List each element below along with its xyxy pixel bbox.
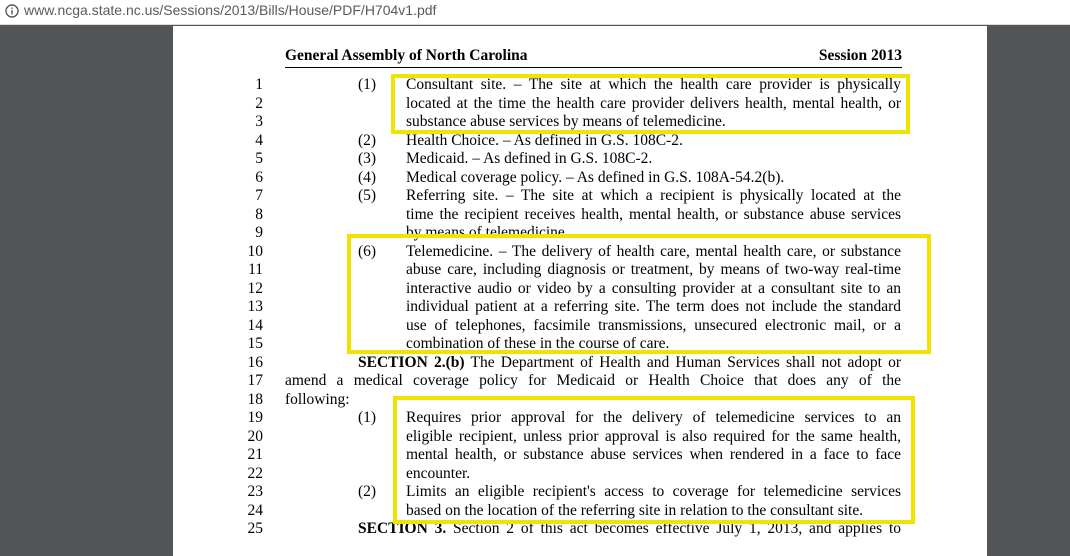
line-text: use of telephones, facsimile transmissions, unsecured electronic mail, or a <box>406 316 901 334</box>
info-icon[interactable] <box>5 4 19 18</box>
defined-term: Medical coverage policy. – <box>406 168 574 186</box>
line-text <box>406 150 901 169</box>
pdf-page <box>173 26 987 556</box>
bill-line <box>173 150 987 169</box>
page-header <box>285 46 902 68</box>
defined-term: Medicaid. – <box>406 150 481 167</box>
line-text <box>358 354 901 373</box>
header-session: Session 2013 <box>818 47 902 64</box>
line-number: 10 <box>247 242 263 260</box>
bill-line <box>173 354 987 373</box>
line-text: eligible recipient, unless prior approval is also required for the same health, <box>406 427 901 445</box>
line-text <box>406 169 901 188</box>
line-number: 16 <box>247 353 263 371</box>
line-text <box>406 243 901 262</box>
line-text <box>406 132 901 151</box>
address-bar[interactable] <box>0 0 1070 25</box>
definition-text: As defined in G.S. 108C-2. <box>483 150 653 167</box>
bill-line <box>173 76 987 95</box>
bill-line <box>173 298 987 317</box>
bill-line <box>173 261 987 280</box>
line-text: individual patient at a referring site. The term does not include the standard <box>406 298 901 315</box>
line-text <box>358 520 901 539</box>
line-text: Requires prior approval for the delivery of telemedicine services to an <box>406 409 901 426</box>
item-number: (4) <box>358 168 377 186</box>
bill-line <box>173 502 987 521</box>
line-text: Limits an eligible recipient's access to coverage for telemedicine services <box>406 483 901 500</box>
defined-term: Referring site. – <box>406 187 514 204</box>
bill-line <box>173 428 987 447</box>
bill-line <box>173 132 987 151</box>
section-heading: SECTION 2.(b) <box>358 353 465 371</box>
line-number: 6 <box>255 168 263 186</box>
bill-line <box>173 409 987 428</box>
bill-line <box>173 520 987 539</box>
definition-text: As defined in G.S. 108A-54.2(b). <box>576 168 785 186</box>
item-number: (5) <box>358 187 377 204</box>
section-heading: SECTION 3. <box>358 520 447 537</box>
definition-text: The site at which the health care provider is physically <box>528 76 901 93</box>
line-number: 22 <box>247 464 263 482</box>
line-text: combination of these in the course of care. <box>406 335 670 352</box>
item-number: (2) <box>358 131 377 149</box>
bill-line <box>173 206 987 225</box>
bill-line <box>173 113 987 132</box>
defined-term: Health Choice. – <box>406 131 511 149</box>
line-text: time the recipient receives health, mental health, or substance abuse services <box>406 205 901 223</box>
line-number: 8 <box>255 205 263 223</box>
line-number: 15 <box>247 335 263 352</box>
line-text: interactive audio or video by a consulting provider at a consultant site to an <box>406 279 901 297</box>
pdf-viewer[interactable] <box>0 26 1070 538</box>
line-number: 5 <box>255 150 263 167</box>
bill-line <box>173 224 987 241</box>
item-number: (2) <box>358 483 377 500</box>
line-number: 20 <box>247 427 263 445</box>
line-text: amend a medical coverage policy for Medicaid or Health Choice that does any of the <box>285 372 901 389</box>
line-number: 1 <box>255 76 263 93</box>
header-title: General Assembly of North Carolina <box>285 47 528 64</box>
defined-term: Consultant site. – <box>406 76 522 93</box>
item-number: (3) <box>358 150 377 167</box>
section-text: Section 2 of this act becomes effective July 1, 2013, and applies to <box>453 520 901 537</box>
line-number: 25 <box>247 520 263 537</box>
bill-line <box>173 317 987 336</box>
line-number: 12 <box>247 279 263 297</box>
line-number: 19 <box>247 409 263 426</box>
bill-line <box>173 280 987 299</box>
line-text: following: <box>285 390 350 408</box>
defined-term: Telemedicine. – <box>406 242 507 260</box>
definition-text: The delivery of health care, mental health care, or substance <box>511 242 901 260</box>
line-text: located at the time the health care provider delivers health, mental health, or <box>406 94 901 112</box>
line-text: encounter. <box>406 464 471 482</box>
bill-line <box>173 391 987 410</box>
item-number: (1) <box>358 76 377 93</box>
section-text: The Department of Health and Human Services shall not adopt or <box>470 353 902 371</box>
bill-line <box>173 95 987 114</box>
definition-text: As defined in G.S. 108C-2. <box>513 131 683 149</box>
line-number: 21 <box>247 446 263 463</box>
item-number: (6) <box>358 242 377 260</box>
line-number: 23 <box>247 483 263 500</box>
bill-line <box>173 187 987 206</box>
bill-line <box>173 446 987 465</box>
bill-line <box>173 169 987 188</box>
line-text: substance abuse services by means of telemedicine. <box>406 113 726 130</box>
line-text: abuse care, including diagnosis or treatment, by means of two-way real-time <box>406 261 901 278</box>
line-number: 2 <box>255 94 263 112</box>
url-text[interactable]: www.ncga.state.nc.us/Sessions/2013/Bills/House/PDF/H704v1.pdf <box>24 2 437 18</box>
definition-text: The site at which a recipient is physically located at the <box>520 187 901 204</box>
line-text: mental health, or substance abuse services when rendered in a face to face <box>406 446 901 463</box>
bill-line <box>173 465 987 484</box>
bill-line <box>173 335 987 354</box>
line-number: 18 <box>247 390 263 408</box>
line-text: by means of telemedicine. <box>406 224 569 241</box>
bill-line <box>173 372 987 391</box>
line-number: 14 <box>247 316 263 334</box>
line-number: 4 <box>255 131 263 149</box>
line-number: 11 <box>248 261 263 278</box>
line-number: 7 <box>255 187 263 204</box>
line-number: 17 <box>247 372 263 389</box>
line-number: 24 <box>247 501 263 519</box>
line-number: 3 <box>255 113 263 130</box>
line-text <box>406 76 901 95</box>
line-number: 9 <box>255 224 263 241</box>
line-text <box>406 187 901 206</box>
item-number: (1) <box>358 409 377 426</box>
line-text: based on the location of the referring site in relation to the consultant site. <box>406 501 864 519</box>
bill-line <box>173 483 987 502</box>
line-number: 13 <box>247 298 263 315</box>
bill-line <box>173 243 987 262</box>
